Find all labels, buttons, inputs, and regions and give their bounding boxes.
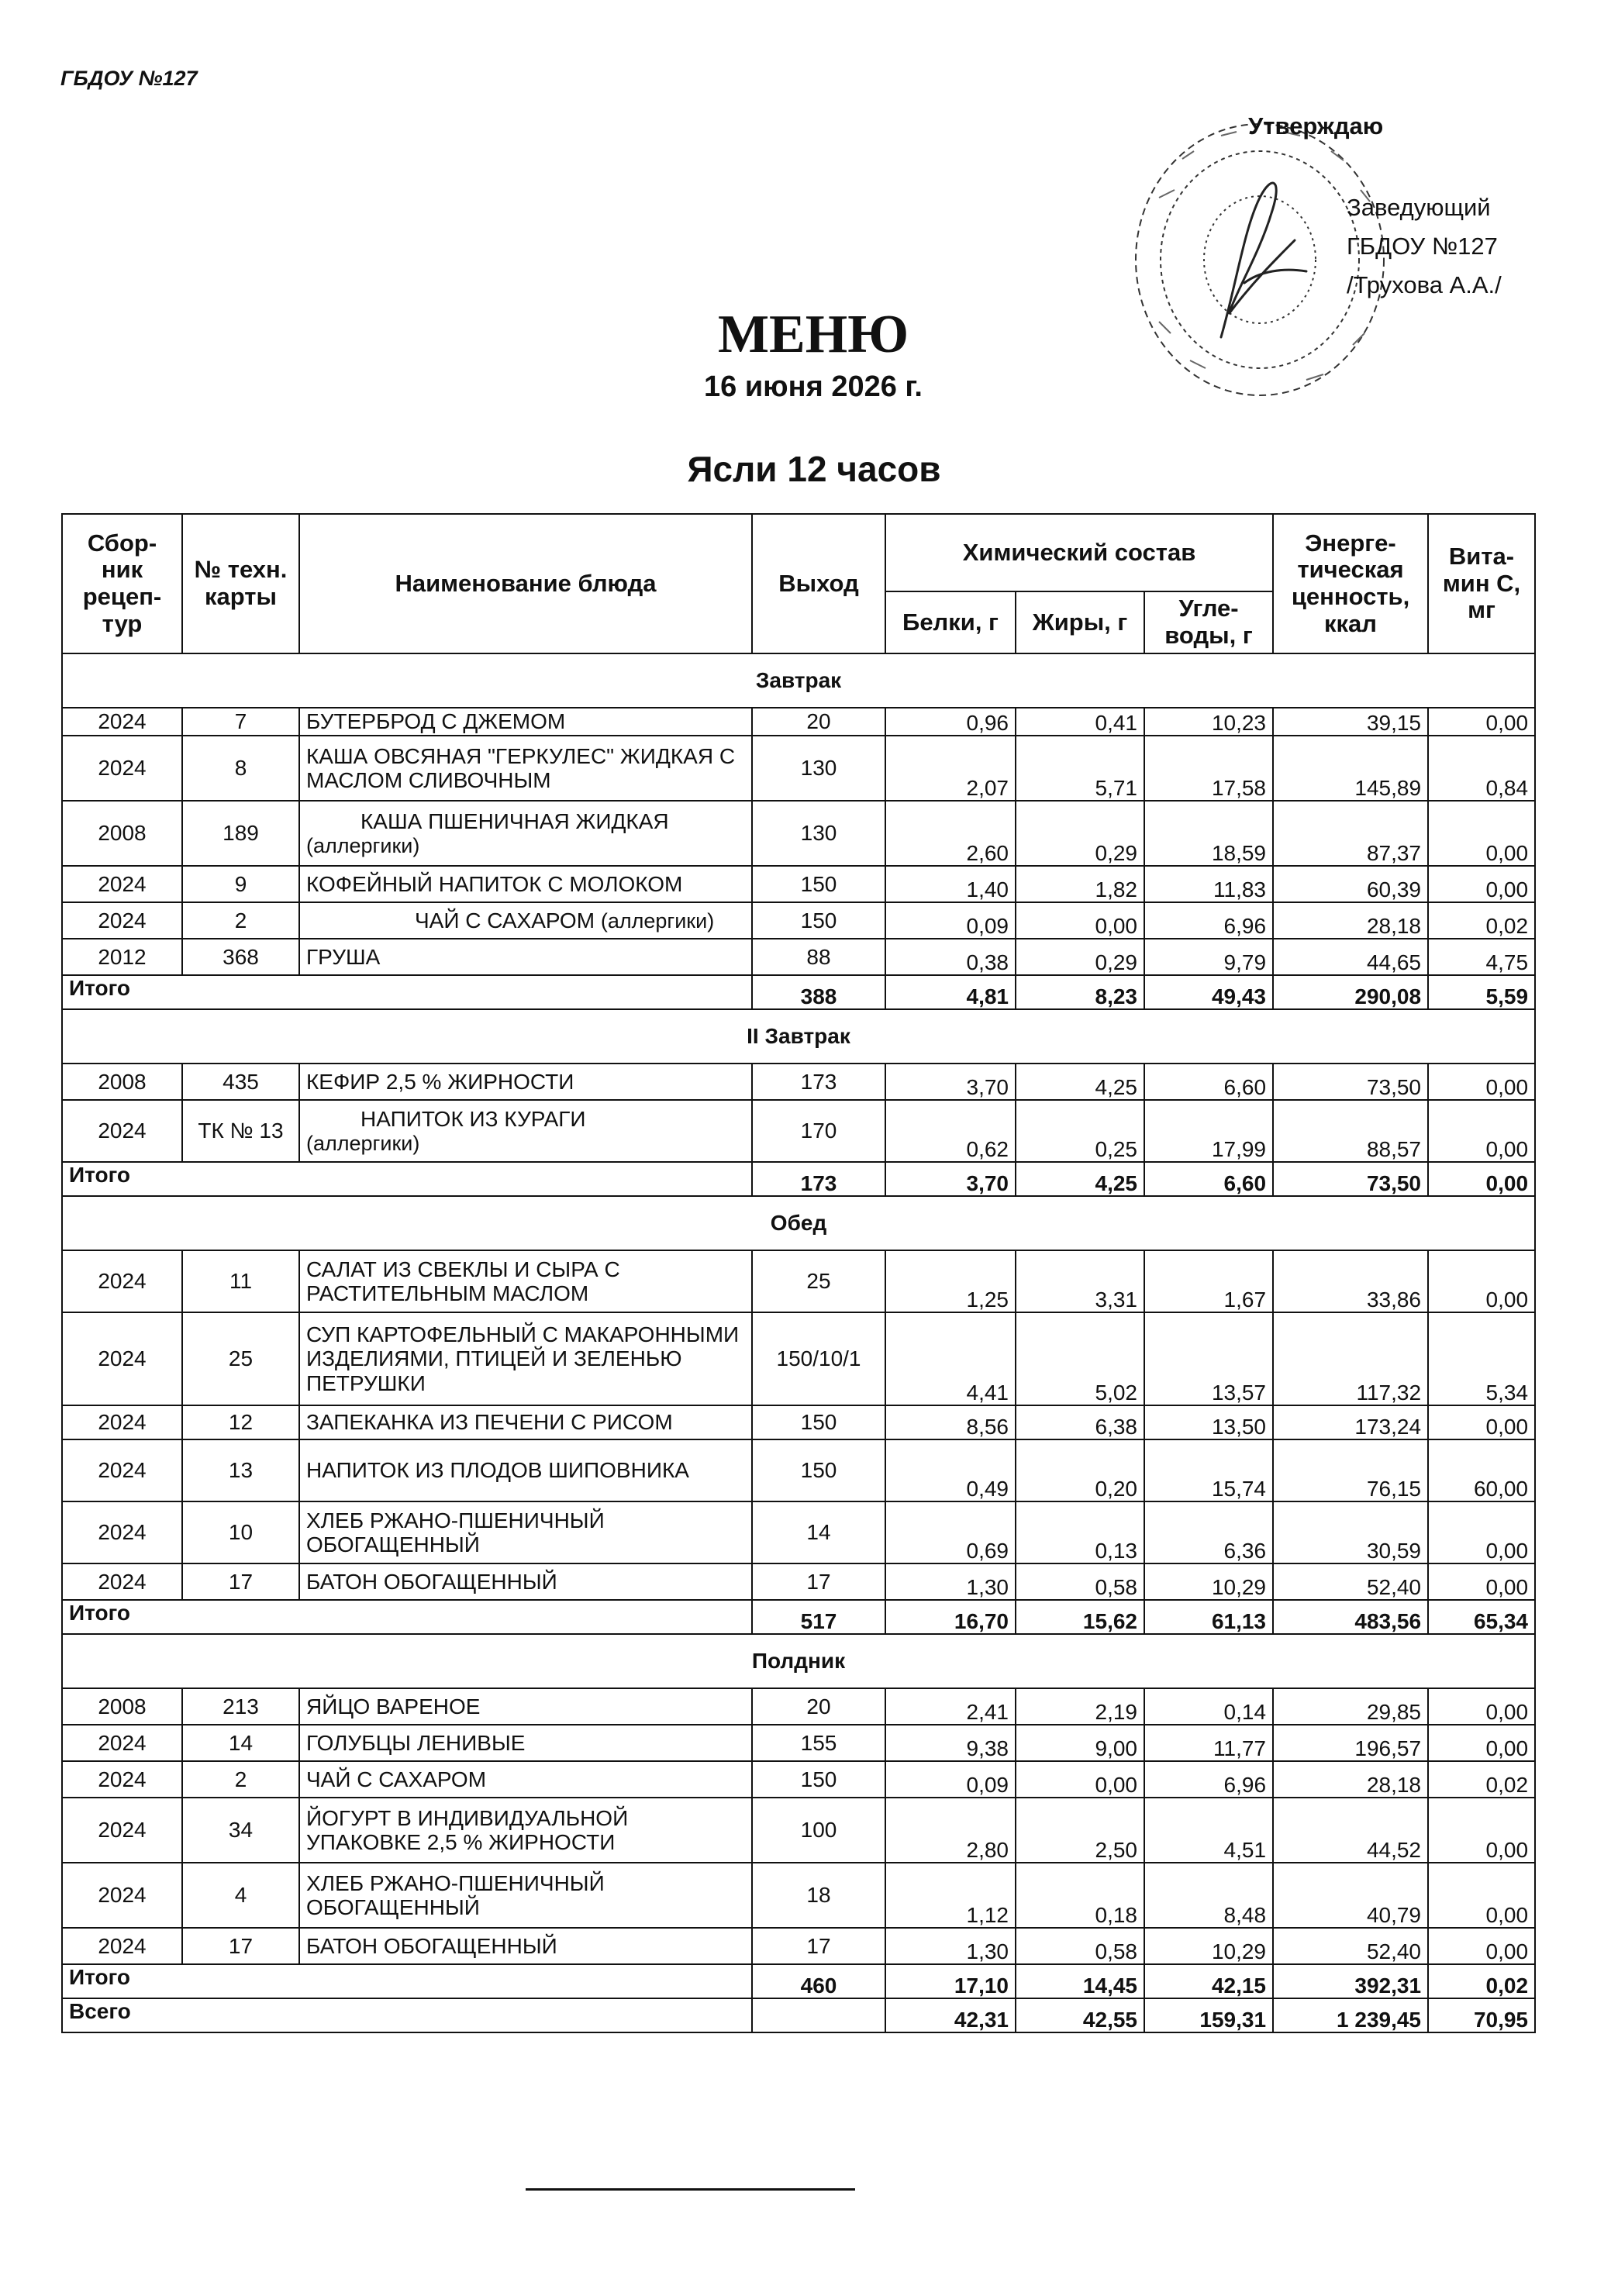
cell-fat: 0,13	[1016, 1501, 1144, 1563]
table-row	[62, 1563, 1535, 1600]
total-carbs: 42,15	[1144, 1964, 1273, 1998]
dish-name: КЕФИР 2,5 % ЖИРНОСТИ	[306, 1069, 574, 1094]
cell-yield: 17	[752, 1928, 885, 1964]
cell-yield: 130	[752, 736, 885, 801]
header-protein: Белки, г	[885, 591, 1016, 653]
cell-fat: 0,25	[1016, 1100, 1144, 1162]
cell-fat: 0,00	[1016, 902, 1144, 939]
section-total-row	[62, 975, 1535, 1009]
cell-protein: 0,96	[885, 708, 1016, 736]
dish-note: (аллергики)	[600, 908, 715, 933]
cell-card: 189	[182, 801, 299, 866]
cell-carbs: 10,29	[1144, 1563, 1273, 1600]
cell-yield: 150	[752, 902, 885, 939]
cell-fat: 2,50	[1016, 1798, 1144, 1863]
cell-carbs: 1,67	[1144, 1250, 1273, 1312]
cell-collection: 2024	[62, 1405, 182, 1439]
cell-vitamin: 0,00	[1428, 866, 1535, 902]
cell-energy: 29,85	[1273, 1688, 1428, 1725]
total-fat: 4,25	[1016, 1162, 1144, 1196]
table-row	[62, 1761, 1535, 1798]
cell-fat: 4,25	[1016, 1064, 1144, 1100]
cell-carbs: 17,99	[1144, 1100, 1273, 1162]
cell-carbs: 6,36	[1144, 1501, 1273, 1563]
cell-name	[299, 1688, 752, 1725]
header-energy: Энерге-тическая ценность, ккал	[1273, 514, 1428, 653]
cell-carbs: 6,96	[1144, 902, 1273, 939]
cell-protein: 0,38	[885, 939, 1016, 975]
header-carbs: Угле-воды, г	[1144, 591, 1273, 653]
grand-total-fat: 42,55	[1016, 1998, 1144, 2032]
table-row	[62, 801, 1535, 866]
cell-card: 25	[182, 1312, 299, 1405]
cell-yield: 88	[752, 939, 885, 975]
menu-table-body	[62, 653, 1535, 2032]
total-fat: 15,62	[1016, 1600, 1144, 1634]
table-row	[62, 708, 1535, 736]
cell-card: 213	[182, 1688, 299, 1725]
cell-vitamin: 0,00	[1428, 1250, 1535, 1312]
grand-total-row	[62, 1998, 1535, 2032]
cell-protein: 1,25	[885, 1250, 1016, 1312]
cell-energy: 40,79	[1273, 1863, 1428, 1928]
cell-protein: 0,09	[885, 1761, 1016, 1798]
cell-yield: 20	[752, 1688, 885, 1725]
total-fat: 14,45	[1016, 1964, 1144, 1998]
total-yield: 173	[752, 1162, 885, 1196]
cell-vitamin: 0,00	[1428, 1688, 1535, 1725]
cell-fat: 0,58	[1016, 1928, 1144, 1964]
cell-carbs: 11,77	[1144, 1725, 1273, 1761]
cell-vitamin: 0,00	[1428, 1064, 1535, 1100]
section-title: Полдник	[62, 1634, 1535, 1688]
total-vitamin: 5,59	[1428, 975, 1535, 1009]
cell-energy: 28,18	[1273, 1761, 1428, 1798]
menu-date: 16 июня 2026 г.	[704, 371, 923, 403]
total-protein: 16,70	[885, 1600, 1016, 1634]
table-row	[62, 1100, 1535, 1162]
cell-yield: 18	[752, 1863, 885, 1928]
cell-name	[299, 1761, 752, 1798]
cell-vitamin: 0,00	[1428, 1405, 1535, 1439]
dish-name: КАША ПШЕНИЧНАЯ ЖИДКАЯ	[360, 809, 669, 834]
dish-name-line	[306, 908, 745, 933]
cell-vitamin: 0,00	[1428, 1563, 1535, 1600]
grand-total-yield	[752, 1998, 885, 2032]
table-row	[62, 1725, 1535, 1761]
cell-card: 2	[182, 1761, 299, 1798]
dish-name: ЯЙЦО ВАРЕНОЕ	[306, 1694, 481, 1719]
cell-fat: 5,02	[1016, 1312, 1144, 1405]
cell-protein: 8,56	[885, 1405, 1016, 1439]
cell-vitamin: 4,75	[1428, 939, 1535, 975]
total-label: Итого	[62, 1162, 752, 1196]
cell-fat: 0,18	[1016, 1863, 1144, 1928]
grand-total-carbs: 159,31	[1144, 1998, 1273, 2032]
cell-carbs: 10,29	[1144, 1928, 1273, 1964]
cell-protein: 2,41	[885, 1688, 1016, 1725]
cell-carbs: 18,59	[1144, 801, 1273, 866]
header-dish: Наименование блюда	[299, 514, 752, 653]
approval-org: ГБДОУ №127	[1347, 233, 1498, 260]
grand-total-energy: 1 239,45	[1273, 1998, 1428, 2032]
dish-name: КОФЕЙНЫЙ НАПИТОК С МОЛОКОМ	[306, 871, 683, 896]
cell-name	[299, 1250, 752, 1312]
cell-protein: 2,60	[885, 801, 1016, 866]
cell-energy: 196,57	[1273, 1725, 1428, 1761]
cell-vitamin: 60,00	[1428, 1439, 1535, 1501]
cell-yield: 14	[752, 1501, 885, 1563]
header-fat: Жиры, г	[1016, 591, 1144, 653]
cell-name	[299, 1064, 752, 1100]
section-total-row	[62, 1964, 1535, 1998]
table-row	[62, 902, 1535, 939]
cell-protein: 2,80	[885, 1798, 1016, 1863]
cell-name	[299, 736, 752, 801]
cell-collection: 2024	[62, 1798, 182, 1863]
cell-collection: 2008	[62, 1688, 182, 1725]
cell-fat: 6,38	[1016, 1405, 1144, 1439]
dish-name: ЙОГУРТ В ИНДИВИДУАЛЬНОЙ УПАКОВКЕ 2,5 % ЖИРНОСТИ	[306, 1805, 629, 1854]
cell-card: 17	[182, 1563, 299, 1600]
table-row	[62, 1688, 1535, 1725]
dish-name: ХЛЕБ РЖАНО-ПШЕНИЧНЫЙ ОБОГАЩЕННЫЙ	[306, 1508, 605, 1557]
table-row	[62, 736, 1535, 801]
cell-vitamin: 0,00	[1428, 1863, 1535, 1928]
dish-name: БУТЕРБРОД С ДЖЕМОМ	[306, 709, 566, 734]
cell-carbs: 13,57	[1144, 1312, 1273, 1405]
cell-collection: 2024	[62, 1863, 182, 1928]
cell-collection: 2024	[62, 1439, 182, 1501]
cell-collection: 2008	[62, 1064, 182, 1100]
cell-protein: 0,69	[885, 1501, 1016, 1563]
cell-yield: 173	[752, 1064, 885, 1100]
total-protein: 3,70	[885, 1162, 1016, 1196]
group-name: Ясли 12 часов	[687, 449, 941, 489]
section-header-row	[62, 1009, 1535, 1064]
cell-protein: 0,49	[885, 1439, 1016, 1501]
cell-fat: 5,71	[1016, 736, 1144, 801]
total-yield: 388	[752, 975, 885, 1009]
dish-name: НАПИТОК ИЗ ПЛОДОВ ШИПОВНИКА	[306, 1458, 689, 1483]
cell-protein: 3,70	[885, 1064, 1016, 1100]
cell-card: 8	[182, 736, 299, 801]
dish-name: НАПИТОК ИЗ КУРАГИ	[360, 1107, 586, 1132]
total-label: Итого	[62, 1964, 752, 1998]
cell-name	[299, 1725, 752, 1761]
total-carbs: 49,43	[1144, 975, 1273, 1009]
cell-card: 34	[182, 1798, 299, 1863]
total-carbs: 61,13	[1144, 1600, 1273, 1634]
cell-yield: 20	[752, 708, 885, 736]
footer-divider	[526, 2188, 855, 2191]
cell-yield: 170	[752, 1100, 885, 1162]
total-label: Итого	[62, 975, 752, 1009]
table-row	[62, 1863, 1535, 1928]
cell-collection: 2024	[62, 1100, 182, 1162]
section-header-row	[62, 1196, 1535, 1250]
cell-collection: 2024	[62, 1501, 182, 1563]
cell-carbs: 17,58	[1144, 736, 1273, 801]
cell-carbs: 4,51	[1144, 1798, 1273, 1863]
cell-vitamin: 0,00	[1428, 801, 1535, 866]
cell-carbs: 11,83	[1144, 866, 1273, 902]
cell-vitamin: 0,00	[1428, 1100, 1535, 1162]
cell-name	[299, 1405, 752, 1439]
cell-fat: 9,00	[1016, 1725, 1144, 1761]
total-vitamin: 0,02	[1428, 1964, 1535, 1998]
cell-energy: 52,40	[1273, 1563, 1428, 1600]
cell-name	[299, 1863, 752, 1928]
cell-collection: 2024	[62, 1725, 182, 1761]
section-title: Обед	[62, 1196, 1535, 1250]
total-carbs: 6,60	[1144, 1162, 1273, 1196]
cell-collection: 2024	[62, 1761, 182, 1798]
cell-collection: 2024	[62, 708, 182, 736]
cell-fat: 2,19	[1016, 1688, 1144, 1725]
table-row	[62, 1439, 1535, 1501]
cell-vitamin: 0,84	[1428, 736, 1535, 801]
grand-total-label: Всего	[62, 1998, 752, 2032]
cell-carbs: 8,48	[1144, 1863, 1273, 1928]
cell-card: 17	[182, 1928, 299, 1964]
cell-yield: 150/10/1	[752, 1312, 885, 1405]
cell-name	[299, 1928, 752, 1964]
table-row	[62, 1312, 1535, 1405]
cell-vitamin: 0,02	[1428, 902, 1535, 939]
cell-name	[299, 1312, 752, 1405]
cell-protein: 4,41	[885, 1312, 1016, 1405]
cell-carbs: 0,14	[1144, 1688, 1273, 1725]
header-card: № техн. карты	[182, 514, 299, 653]
grand-total-vitamin: 70,95	[1428, 1998, 1535, 2032]
cell-card: 7	[182, 708, 299, 736]
cell-yield: 130	[752, 801, 885, 866]
cell-energy: 145,89	[1273, 736, 1428, 801]
dish-note: (аллергики)	[306, 1131, 420, 1155]
section-header-row	[62, 1634, 1535, 1688]
cell-card: 368	[182, 939, 299, 975]
cell-card: 13	[182, 1439, 299, 1501]
dish-name: САЛАТ ИЗ СВЕКЛЫ И СЫРА С РАСТИТЕЛЬНЫМ МАСЛОМ	[306, 1257, 620, 1305]
table-row	[62, 1501, 1535, 1563]
cell-carbs: 9,79	[1144, 939, 1273, 975]
table-row	[62, 1798, 1535, 1863]
dish-name: ХЛЕБ РЖАНО-ПШЕНИЧНЫЙ ОБОГАЩЕННЫЙ	[306, 1870, 605, 1919]
cell-carbs: 10,23	[1144, 708, 1273, 736]
menu-table	[61, 513, 1536, 2033]
header-vitamin: Вита-мин С, мг	[1428, 514, 1535, 653]
dish-name: ЧАЙ С САХАРОМ	[415, 908, 595, 933]
cell-fat: 3,31	[1016, 1250, 1144, 1312]
section-header-row	[62, 653, 1535, 708]
cell-energy: 30,59	[1273, 1501, 1428, 1563]
cell-name	[299, 1563, 752, 1600]
cell-name	[299, 1501, 752, 1563]
cell-vitamin: 0,00	[1428, 1928, 1535, 1964]
cell-yield: 150	[752, 1439, 885, 1501]
table-row	[62, 1405, 1535, 1439]
cell-collection: 2024	[62, 1250, 182, 1312]
cell-name	[299, 939, 752, 975]
cell-energy: 28,18	[1273, 902, 1428, 939]
cell-energy: 33,86	[1273, 1250, 1428, 1312]
section-title: Завтрак	[62, 653, 1535, 708]
cell-name	[299, 866, 752, 902]
section-total-row	[62, 1162, 1535, 1196]
total-yield: 517	[752, 1600, 885, 1634]
dish-name: ЧАЙ С САХАРОМ	[306, 1767, 487, 1791]
cell-vitamin: 5,34	[1428, 1312, 1535, 1405]
header-chem: Химический состав	[885, 514, 1273, 591]
section-total-row	[62, 1600, 1535, 1634]
cell-card: 12	[182, 1405, 299, 1439]
cell-name	[299, 801, 752, 866]
header-yield: Выход	[752, 514, 885, 653]
table-row	[62, 1064, 1535, 1100]
dish-name: СУП КАРТОФЕЛЬНЫЙ С МАКАРОННЫМИ ИЗДЕЛИЯМИ, ПТИЦЕЙ И ЗЕЛЕНЬЮ ПЕТРУШКИ	[306, 1322, 740, 1395]
cell-name	[299, 708, 752, 736]
cell-collection: 2024	[62, 866, 182, 902]
cell-collection: 2008	[62, 801, 182, 866]
cell-carbs: 6,60	[1144, 1064, 1273, 1100]
dish-name: ЗАПЕКАНКА ИЗ ПЕЧЕНИ С РИСОМ	[306, 1410, 673, 1435]
cell-carbs: 15,74	[1144, 1439, 1273, 1501]
cell-protein: 1,30	[885, 1928, 1016, 1964]
table-row	[62, 866, 1535, 902]
cell-collection: 2024	[62, 736, 182, 801]
cell-protein: 1,30	[885, 1563, 1016, 1600]
cell-name	[299, 1100, 752, 1162]
cell-name	[299, 902, 752, 939]
total-label: Итого	[62, 1600, 752, 1634]
cell-energy: 44,52	[1273, 1798, 1428, 1863]
cell-yield: 100	[752, 1798, 885, 1863]
total-vitamin: 0,00	[1428, 1162, 1535, 1196]
dish-name: БАТОН ОБОГАЩЕННЫЙ	[306, 1569, 557, 1594]
header-collection: Сбор-ник рецеп-тур	[62, 514, 182, 653]
cell-energy: 76,15	[1273, 1439, 1428, 1501]
cell-collection: 2024	[62, 1928, 182, 1964]
table-row	[62, 1250, 1535, 1312]
cell-name	[299, 1439, 752, 1501]
cell-card: 11	[182, 1250, 299, 1312]
grand-total-protein: 42,31	[885, 1998, 1016, 2032]
cell-fat: 0,00	[1016, 1761, 1144, 1798]
cell-collection: 2024	[62, 902, 182, 939]
total-energy: 290,08	[1273, 975, 1428, 1009]
cell-energy: 117,32	[1273, 1312, 1428, 1405]
cell-energy: 173,24	[1273, 1405, 1428, 1439]
cell-card: 2	[182, 902, 299, 939]
cell-vitamin: 0,00	[1428, 708, 1535, 736]
total-protein: 4,81	[885, 975, 1016, 1009]
cell-vitamin: 0,02	[1428, 1761, 1535, 1798]
approval-signatory: /Трухова А.А./	[1347, 271, 1502, 298]
dish-name: КАША ОВСЯНАЯ "ГЕРКУЛЕС" ЖИДКАЯ С МАСЛОМ СЛИВОЧНЫМ	[306, 743, 736, 792]
cell-collection: 2012	[62, 939, 182, 975]
cell-energy: 44,65	[1273, 939, 1428, 975]
dish-note: (аллергики)	[306, 833, 420, 857]
total-energy: 73,50	[1273, 1162, 1428, 1196]
cell-collection: 2024	[62, 1563, 182, 1600]
table-row	[62, 939, 1535, 975]
total-yield: 460	[752, 1964, 885, 1998]
cell-yield: 150	[752, 866, 885, 902]
cell-yield: 150	[752, 1405, 885, 1439]
cell-protein: 2,07	[885, 736, 1016, 801]
table-row	[62, 1928, 1535, 1964]
dish-name: БАТОН ОБОГАЩЕННЫЙ	[306, 1933, 557, 1958]
cell-energy: 60,39	[1273, 866, 1428, 902]
cell-carbs: 13,50	[1144, 1405, 1273, 1439]
cell-vitamin: 0,00	[1428, 1798, 1535, 1863]
total-protein: 17,10	[885, 1964, 1016, 1998]
cell-protein: 0,09	[885, 902, 1016, 939]
cell-fat: 0,20	[1016, 1439, 1144, 1501]
page-title: МЕНЮ	[717, 305, 909, 364]
cell-energy: 87,37	[1273, 801, 1428, 866]
total-fat: 8,23	[1016, 975, 1144, 1009]
total-vitamin: 65,34	[1428, 1600, 1535, 1634]
cell-vitamin: 0,00	[1428, 1725, 1535, 1761]
cell-protein: 1,40	[885, 866, 1016, 902]
approval-position: Заведующий	[1347, 194, 1491, 221]
organization-label: ГБДОУ №127	[60, 67, 198, 90]
cell-protein: 0,62	[885, 1100, 1016, 1162]
dish-name: ГРУША	[306, 944, 381, 969]
cell-fat: 0,41	[1016, 708, 1144, 736]
cell-energy: 73,50	[1273, 1064, 1428, 1100]
dish-name: ГОЛУБЦЫ ЛЕНИВЫЕ	[306, 1730, 526, 1755]
cell-yield: 17	[752, 1563, 885, 1600]
cell-fat: 0,58	[1016, 1563, 1144, 1600]
cell-protein: 9,38	[885, 1725, 1016, 1761]
cell-energy: 39,15	[1273, 708, 1428, 736]
cell-energy: 52,40	[1273, 1928, 1428, 1964]
total-energy: 392,31	[1273, 1964, 1428, 1998]
cell-fat: 0,29	[1016, 939, 1144, 975]
approval-title: Утверждаю	[1248, 112, 1384, 140]
cell-card: 435	[182, 1064, 299, 1100]
cell-yield: 25	[752, 1250, 885, 1312]
cell-card: 9	[182, 866, 299, 902]
cell-vitamin: 0,00	[1428, 1501, 1535, 1563]
cell-yield: 150	[752, 1761, 885, 1798]
cell-yield: 155	[752, 1725, 885, 1761]
cell-fat: 0,29	[1016, 801, 1144, 866]
cell-name	[299, 1798, 752, 1863]
cell-card: ТК № 13	[182, 1100, 299, 1162]
cell-protein: 1,12	[885, 1863, 1016, 1928]
total-energy: 483,56	[1273, 1600, 1428, 1634]
section-title: II Завтрак	[62, 1009, 1535, 1064]
cell-carbs: 6,96	[1144, 1761, 1273, 1798]
cell-fat: 1,82	[1016, 866, 1144, 902]
cell-card: 14	[182, 1725, 299, 1761]
cell-energy: 88,57	[1273, 1100, 1428, 1162]
cell-collection: 2024	[62, 1312, 182, 1405]
cell-card: 4	[182, 1863, 299, 1928]
cell-card: 10	[182, 1501, 299, 1563]
